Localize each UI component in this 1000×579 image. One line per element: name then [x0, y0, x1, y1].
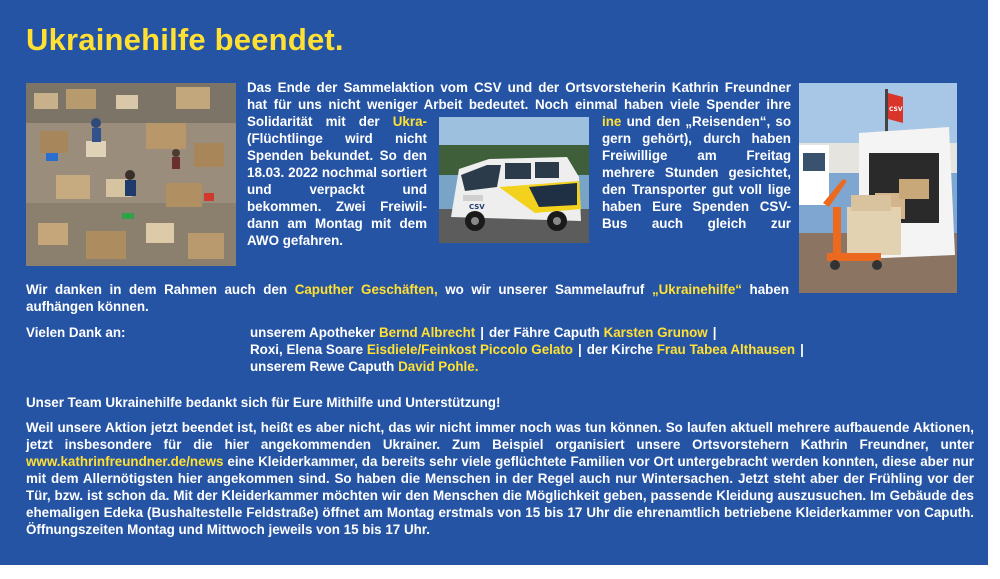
photo-van — [439, 117, 589, 243]
banner-text: CSV — [889, 106, 903, 113]
photo-loading-transporter-image — [799, 83, 957, 293]
intro-line-2: hat für uns nicht weniger Arbeit bedeutet. Noch einmal haben viele Spender ihre — [247, 97, 791, 112]
vd-line3-a: unserem Rewe Caputh — [250, 359, 399, 374]
body-part-2: eine Kleiderkammer, da bereits sehr viele geflüchtete Familien vor Ort untergebracht werden konnten, diese aber nur mit dem Allernötigsten hier angekommen sind. So haben die Menschen in der Regel auch nur Wintersachen. Jetzt steht aber der Frühling vor der Tür, bzw. ist schon da. Mit der Kleiderkammer möchten wir den Menschen die Möglichkeit geben, passende Kleidung auszusuchen. Im Gebäude des ehemaligen Edeka (Bushaltestelle Feldstraße) öffnet am Montag erstmals von 15 bis 17 Uhr die ehrenamtlich betriebene Kleiderkammer von Caputh. Öffnungszeiten Montag und Mittwoch jeweils von 15 bis 17 Uhr. — [26, 454, 974, 537]
photo-loading-transporter — [799, 83, 957, 293]
van-logo-text: CSV — [469, 203, 485, 211]
thanks-pre: Wir danken in dem Rahmen auch den — [26, 282, 295, 297]
vielen-dank-label: Vielen Dank an: — [26, 325, 126, 340]
vd-line3-name: David Pohle. — [398, 359, 479, 374]
thanks-post: haben aufhängen können. — [26, 282, 789, 314]
photo-sorting-donations-image — [26, 83, 236, 266]
vd-separator: | — [800, 342, 804, 357]
vd-line1-name: Bernd Albrecht — [378, 325, 476, 340]
vd-line2-name2: Frau Tabea Althausen — [656, 342, 796, 357]
intro-right-highlight: ine — [602, 114, 622, 129]
photo-van-image — [439, 117, 589, 243]
intro-left-rest: (Flüchtlinge wird nicht Spenden bekundet. So den 18.03. 2022 nochmal sortiert und verpackt und bekommen. Zwei Freiwil-dann am Montag mit dem AWO gefahren. — [247, 131, 427, 248]
page-title: Ukrainehilfe beendet. — [26, 22, 344, 57]
vd-line1-a: unserem Apotheker — [250, 325, 379, 340]
vielen-dank-list — [250, 324, 890, 375]
vd-separator: | — [577, 342, 582, 357]
intro-right-rest: und den „Reisenden“, so gern gehört), durch haben Freiwillige am Freitag mehrere Stunden gesichtet, den Transporter gut voll lige haben Eure Spenden CSV-Bus auch gleich zur — [602, 114, 791, 231]
vd-line1-b: der Fähre Caputh — [488, 325, 604, 340]
body-paragraph — [26, 419, 974, 538]
vd-line2-a: Roxi, Elena Soare — [250, 342, 367, 357]
vd-line1-name2: Karsten Grunow — [603, 325, 708, 340]
vd-separator: | — [480, 325, 484, 340]
intro-right-column — [602, 113, 791, 232]
vielen-dank-line-1 — [250, 324, 890, 341]
website-link[interactable]: www.kathrinfreundner.de/news — [26, 454, 224, 469]
thanks-highlight-shops: Caputher Geschäften, — [294, 282, 438, 297]
thanks-highlight-campaign: „Ukrainehilfe“ — [651, 282, 742, 297]
photo-sorting-donations — [26, 83, 236, 266]
body-part-1: Weil unsere Aktion jetzt beendet ist, heißt es aber nicht, das wir nicht immer noch was tun können. So laufen aktuell mehrere aufbauende Aktionen, jetzt insbesondere für die hier angekommenden Ukrainer. Zum Beispiel organisiert unsere Ortsvorstehern Kathrin Freundner, unter — [26, 420, 974, 452]
vd-line2-name: Eisdiele/Feinkost Piccolo Gelato — [366, 342, 573, 357]
thanks-mid: wo wir unserer Sammelaufruf — [437, 282, 652, 297]
vd-line2-b: der Kirche — [586, 342, 657, 357]
vielen-dank-line-2 — [250, 341, 890, 358]
vd-separator: | — [712, 325, 717, 340]
vielen-dank-line-3 — [250, 358, 890, 375]
intro-text — [247, 79, 791, 113]
team-thanks-line: Unser Team Ukrainehilfe bedankt sich für Eure Mithilfe und Unterstützung! — [26, 395, 501, 410]
intro-left-highlight: Ukra- — [392, 114, 427, 129]
intro-line-1: Das Ende der Sammelaktion vom CSV und der Ortsvorsteherin Kathrin Freundner — [247, 80, 791, 95]
thanks-paragraph — [26, 281, 789, 315]
intro-left-pre: Solidarität mit der — [247, 114, 393, 129]
intro-left-column — [247, 113, 427, 249]
